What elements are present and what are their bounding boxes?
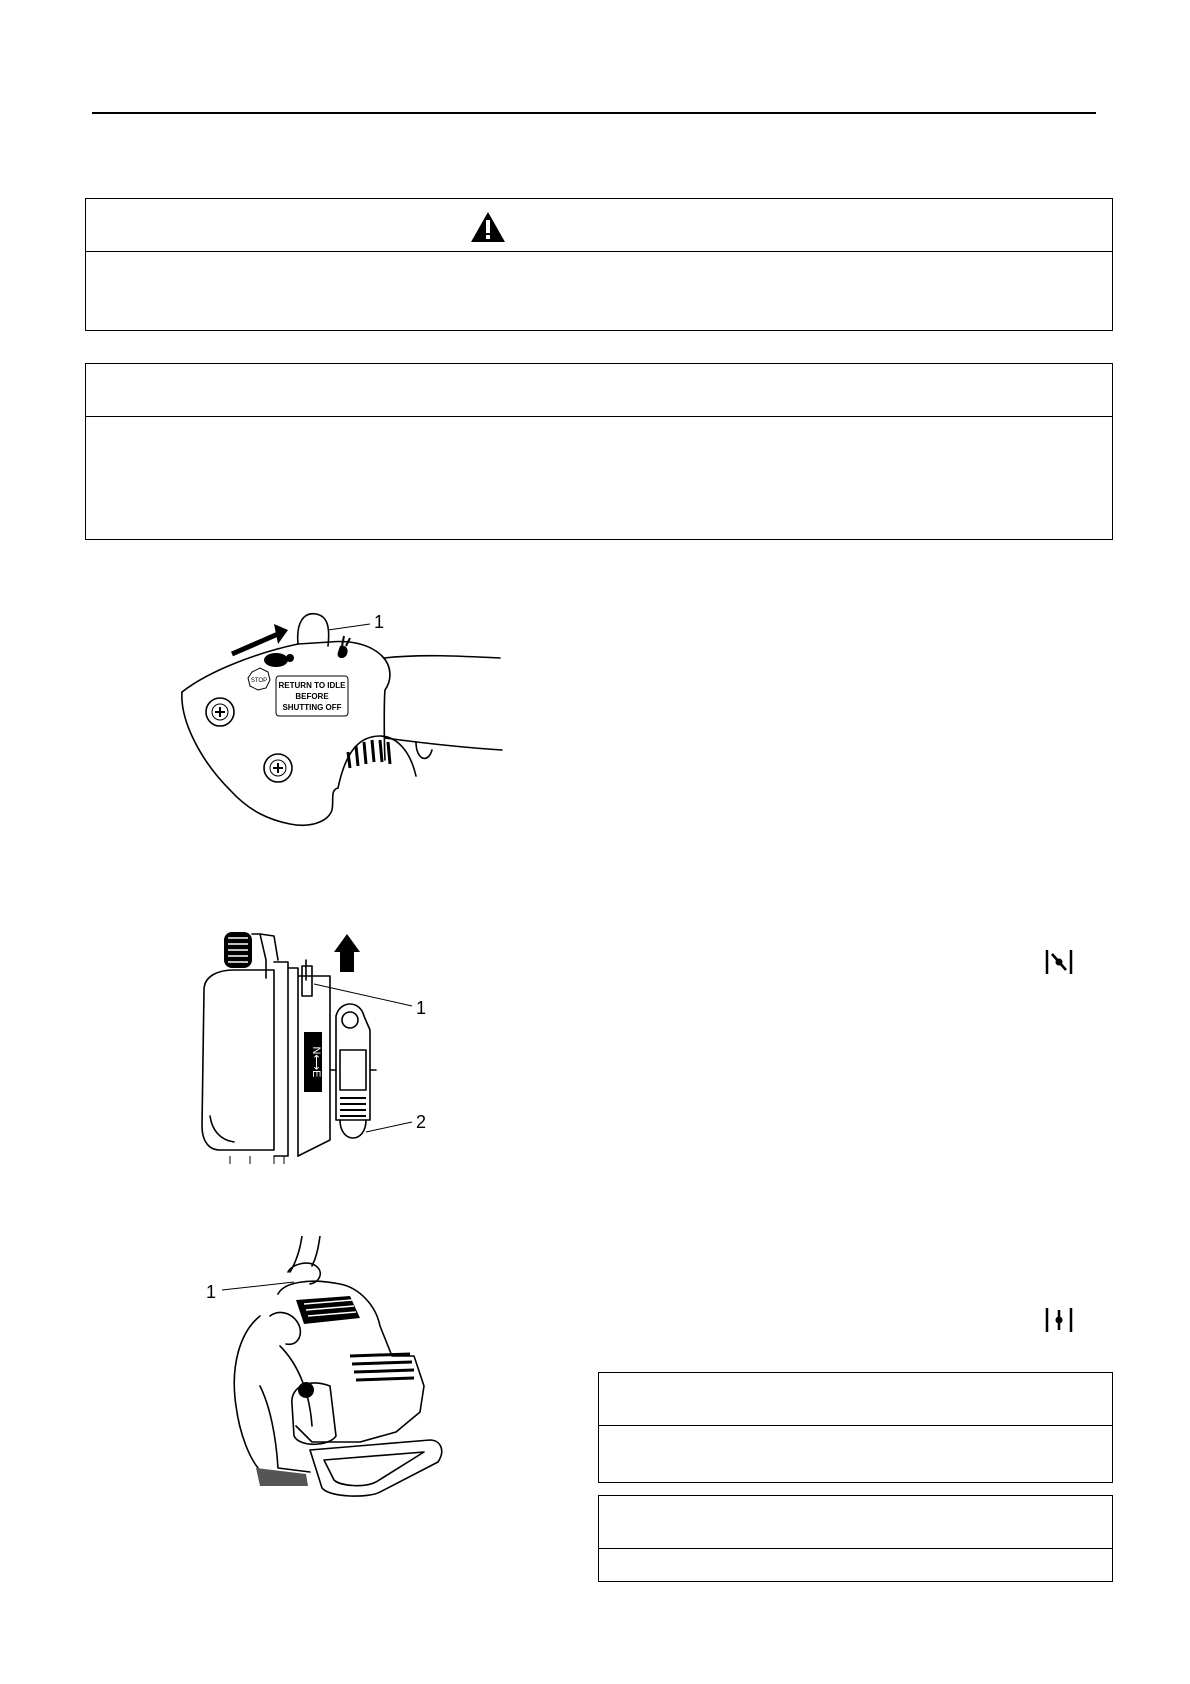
note-box-2: [598, 1495, 1113, 1582]
notice-box: [85, 363, 1113, 540]
throttle-label-line2: BEFORE: [295, 692, 329, 701]
choke-closed-icon: [1044, 948, 1074, 976]
note-box-1: [598, 1372, 1113, 1483]
callout-2: 2: [416, 1112, 427, 1132]
choke-lever-figure: [190, 920, 450, 1170]
stop-sign-text: STOP: [250, 678, 268, 684]
warning-triangle-icon: [470, 211, 506, 243]
throttle-label-line1: RETURN TO IDLE: [278, 681, 346, 690]
header-rule: [92, 112, 1096, 114]
throttle-label-line3: SHUTTING OFF: [282, 703, 342, 712]
choke-lever-label: N⟷E: [310, 1046, 322, 1078]
callout-1: 1: [416, 998, 427, 1018]
throttle-lever-figure: [170, 600, 510, 830]
callout-1: 1: [374, 612, 385, 632]
callout-1: 1: [206, 1282, 217, 1302]
warning-box: [85, 198, 1113, 331]
choke-open-icon: [1044, 1306, 1074, 1334]
starting-engine-figure: [200, 1236, 460, 1500]
